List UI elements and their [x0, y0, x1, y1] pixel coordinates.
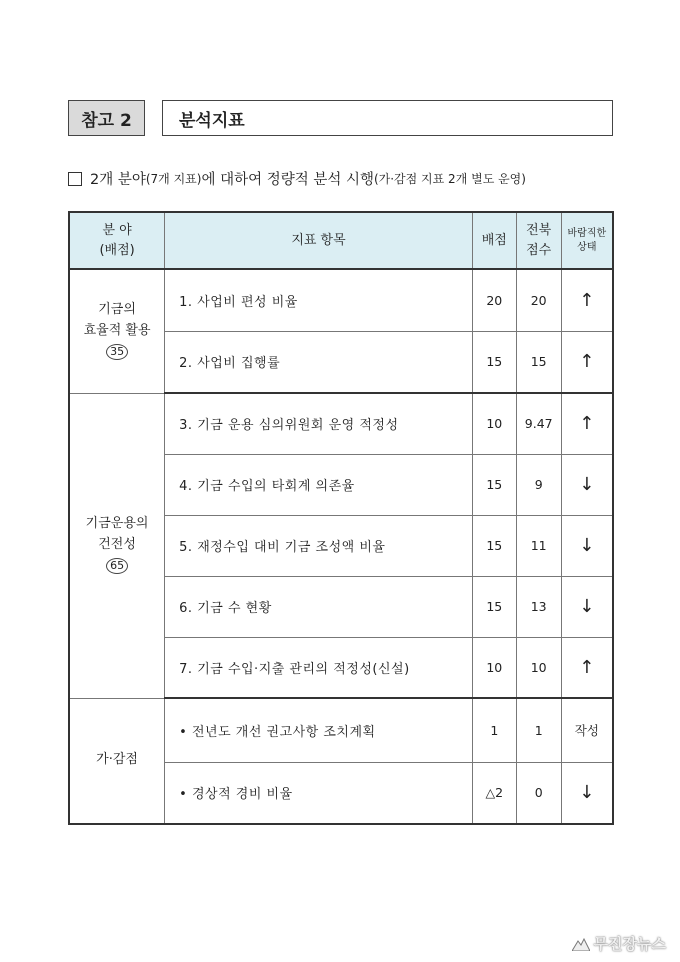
table-header-row [69, 212, 613, 269]
watermark [572, 933, 666, 954]
score-cell: 9 [516, 454, 561, 515]
score-cell: 10 [516, 637, 561, 698]
weight-badge: 65 [106, 558, 128, 574]
checkbox-square-icon [68, 172, 82, 186]
item-cell: 7. 기금 수입·지출 관리의 적정성(신설) [165, 637, 473, 698]
arrow-down-icon: ↓ [561, 454, 613, 515]
mountain-logo-icon [572, 937, 590, 951]
item-cell: • 경상적 경비 비율 [165, 762, 473, 824]
arrow-up-icon: ↑ [561, 331, 613, 393]
score-cell: 15 [516, 331, 561, 393]
arrow-up-icon: ↑ [561, 269, 613, 331]
arrow-up-icon: ↑ [561, 637, 613, 698]
desc-small-b: (가·감점 지표 2개 별도 운영) [373, 172, 526, 186]
item-cell: 3. 기금 운용 심의위원회 운영 적정성 [165, 393, 473, 454]
page-title: 분석지표 [162, 100, 613, 136]
table-row [69, 269, 613, 331]
weight-badge: 35 [106, 344, 128, 360]
reference-badge: 참고 2 [68, 100, 145, 136]
header-item: 지표 항목 [165, 212, 473, 269]
score-cell: 0 [516, 762, 561, 824]
arrow-up-icon: ↑ [561, 393, 613, 454]
state-cell: 작성 [561, 698, 613, 762]
score-cell: 9.47 [516, 393, 561, 454]
points-cell: 10 [472, 637, 516, 698]
score-cell: 1 [516, 698, 561, 762]
item-cell: 4. 기금 수입의 타회계 의존율 [165, 454, 473, 515]
desc-small-a: (7개 지표) [145, 172, 202, 186]
points-cell: 15 [472, 515, 516, 576]
item-cell: 5. 재정수입 대비 기금 조성액 비율 [165, 515, 473, 576]
header-field: 분 야 (배점) [69, 212, 165, 269]
score-cell: 11 [516, 515, 561, 576]
header-points: 배점 [472, 212, 516, 269]
description-line [68, 168, 628, 189]
points-cell: 20 [472, 269, 516, 331]
header-score: 전북 점수 [516, 212, 561, 269]
item-cell: 1. 사업비 편성 비율 [165, 269, 473, 331]
arrow-down-icon: ↓ [561, 762, 613, 824]
points-cell: 15 [472, 331, 516, 393]
category-cell: 기금의 효율적 활용 35 [69, 269, 165, 393]
category-cell: 기금운용의 건전성 65 [69, 393, 165, 698]
title-row [68, 100, 613, 138]
desc-main-b: 에 대하여 정량적 분석 시행 [201, 172, 374, 188]
desc-main-a: 2개 분야 [90, 172, 146, 188]
indicator-table [68, 211, 614, 825]
table-row [69, 393, 613, 454]
item-cell: 2. 사업비 집행률 [165, 331, 473, 393]
arrow-down-icon: ↓ [561, 576, 613, 637]
points-cell: 15 [472, 454, 516, 515]
header-state: 바람직한 상태 [561, 212, 613, 269]
table-row [69, 698, 613, 762]
item-cell: 6. 기금 수 현황 [165, 576, 473, 637]
points-cell: 1 [472, 698, 516, 762]
score-cell: 20 [516, 269, 561, 331]
category-cell: 가·감점 [69, 698, 165, 824]
points-cell: 15 [472, 576, 516, 637]
points-cell: △2 [472, 762, 516, 824]
item-cell: • 전년도 개선 권고사항 조치계획 [165, 698, 473, 762]
watermark-text: 무진장뉴스 [593, 935, 666, 953]
arrow-down-icon: ↓ [561, 515, 613, 576]
points-cell: 10 [472, 393, 516, 454]
score-cell: 13 [516, 576, 561, 637]
